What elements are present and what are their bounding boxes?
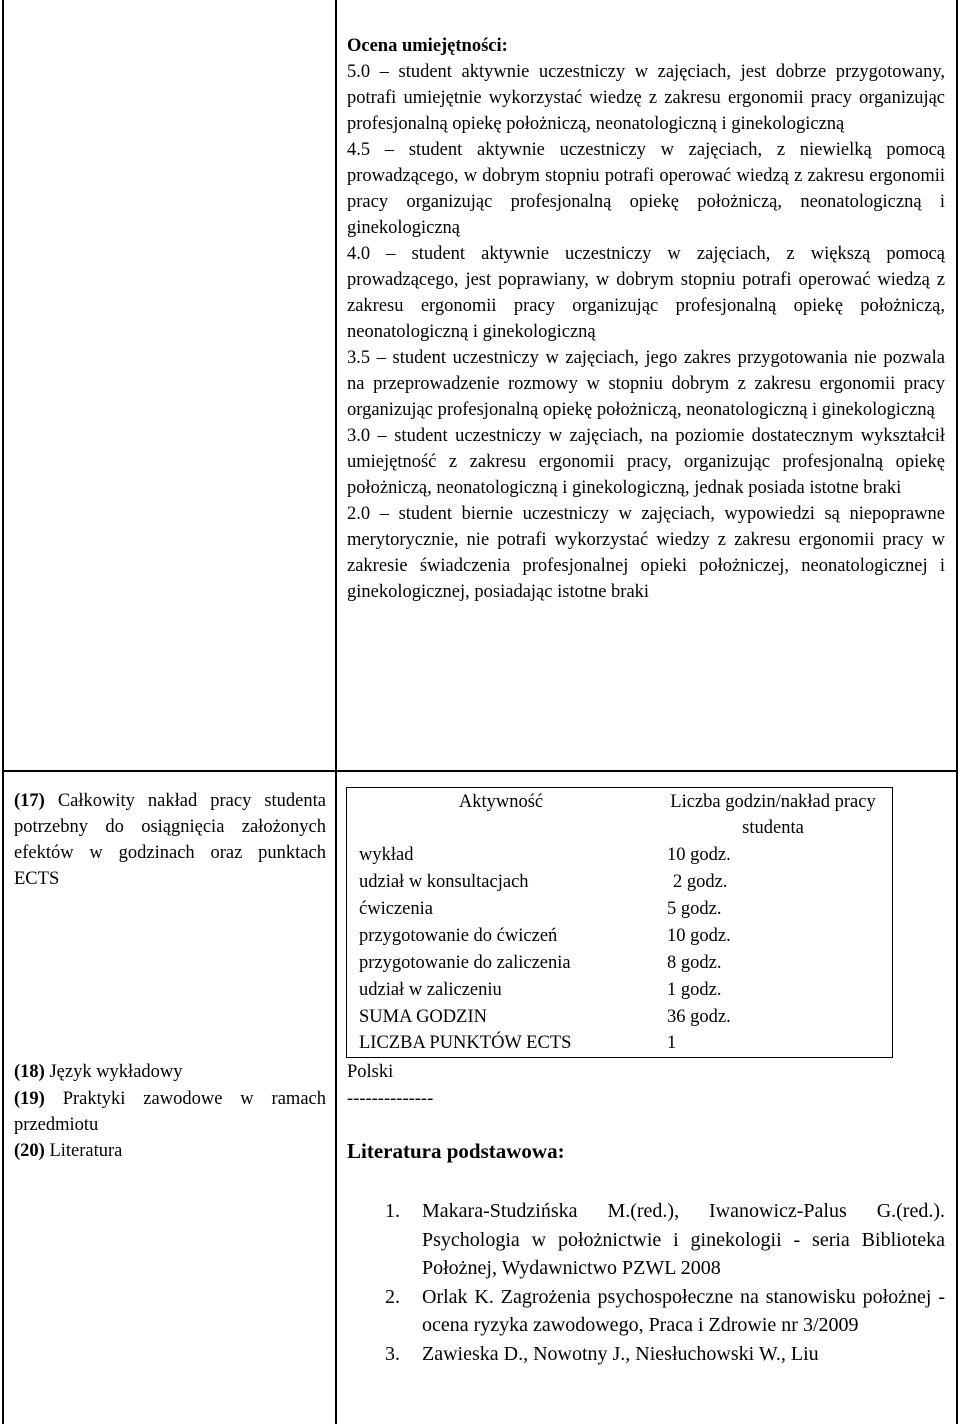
section-18-number: (18) [14, 1062, 45, 1082]
literature-item [385, 1197, 945, 1283]
activity-cell: SUMA GODZIN [359, 1007, 487, 1027]
literature-item [385, 1340, 945, 1369]
grade-5-0: 5.0 – student aktywnie uczestniczy w zajęciach, jest dobrze przygotowany, potrafi umiejętnie wykorzystać wiedzę z zakresu ergonomii pracy organizując profesjonalną opiekę położniczą, neonatologiczną i ginekologiczną [347, 62, 945, 134]
grade-4-0: 4.0 – student aktywnie uczestniczy w zajęciach, z większą pomocą prowadzącego, jest poprawiany, w dobrym stopniu potrafi operować wiedzą z zakresu ergonomii pracy organizując profesjonalną opiekę położniczą, neonatologiczną i ginekologiczną [347, 244, 945, 342]
skills-assessment [347, 33, 945, 605]
section-19-number: (19) [14, 1089, 45, 1109]
table-right-border [956, 0, 958, 1424]
activity-cell: udział w konsultacjach [359, 872, 529, 892]
table-column-divider [335, 0, 337, 1424]
hours-cell: 10 godz. [667, 926, 731, 946]
hours-cell: 10 godz. [667, 845, 731, 865]
grade-3-0: 3.0 – student uczestniczy w zajęciach, na poziomie dostatecznym wykształcił umiejętność z zakresu ergonomii pracy, organizując profesjonalną opiekę położniczą, neonatologiczną i ginekologiczną, jednak posiada istotne braki [347, 426, 945, 498]
grade-2-0: 2.0 – student biernie uczestniczy w zajęciach, wypowiedzi są niepoprawne merytorycznie, nie potrafi wykorzystać wiedzy z zakresu ergonomii pracy w zakresie świadczenia profesjonalnej opieki położniczej, neonatologicznej i ginekologicznej, posiadając istotne braki [347, 504, 945, 602]
workload-table-top [346, 787, 893, 788]
section-20-label [14, 1138, 326, 1164]
literature-item-text: Makara-Studzińska M.(red.), Iwanowicz-Palus G.(red.). Psychologia w położnictwie i ginekologii - seria Biblioteka Położnej, Wydawnictwo PZWL 2008 [422, 1200, 945, 1279]
grade-3-5: 3.5 – student uczestniczy w zajęciach, jego zakres przygotowania nie pozwala na przeprowadzenie rozmowy w stopniu dobrym z zakresu ergonomii pracy organizując profesjonalną opiekę położniczą, neonatologiczną i ginekologiczną [347, 348, 945, 420]
col-hours-header: Liczba godzin/nakład pracy studenta [670, 792, 876, 838]
section-19-label [14, 1086, 326, 1138]
hours-cell: 1 [667, 1033, 677, 1053]
section-19-text: Praktyki zawodowe w ramach przedmiotu [14, 1089, 326, 1135]
activity-cell: ćwiczenia [359, 899, 433, 919]
hours-cell: 2 godz. [673, 872, 728, 892]
workload-table-bottom [346, 1057, 893, 1058]
hours-cell: 5 godz. [667, 899, 722, 919]
section-18-text: Język wykładowy [44, 1062, 183, 1082]
skills-heading: Ocena umiejętności: [347, 36, 508, 56]
table-row-divider [2, 770, 958, 772]
literature-item-text: Zawieska D., Nowotny J., Niesłuchowski W., Liu [422, 1342, 819, 1365]
activity-cell: udział w zaliczeniu [359, 980, 502, 1000]
literature-list [385, 1197, 945, 1368]
internship-value: -------------- [347, 1089, 434, 1109]
literature-title: Literatura podstawowa: [347, 1139, 565, 1163]
activity-cell: LICZBA PUNKTÓW ECTS [359, 1033, 572, 1053]
literature-item-text: Orlak K. Zagrożenia psychospołeczne na stanowisku położnej - ocena ryzyka zawodowego, Praca i Zdrowie nr 3/2009 [422, 1285, 945, 1336]
section-17-label [14, 788, 326, 892]
literature-item-number: 2. [385, 1285, 400, 1308]
table-left-border [2, 0, 4, 1424]
literature-item [385, 1283, 945, 1340]
workload-table-right [892, 787, 893, 1057]
activity-cell: wykład [359, 845, 414, 865]
section-20-text: Literatura [44, 1141, 123, 1161]
activity-cell: przygotowanie do ćwiczeń [359, 926, 558, 946]
section-18-label [14, 1059, 326, 1085]
workload-table-left [346, 787, 347, 1057]
activity-cell: przygotowanie do zaliczenia [359, 953, 571, 973]
col-activity-header: Aktywność [458, 792, 544, 812]
hours-cell: 1 godz. [667, 980, 722, 1000]
hours-cell: 36 godz. [667, 1007, 731, 1027]
grade-4-5: 4.5 – student aktywnie uczestniczy w zajęciach, z niewielką pomocą prowadzącego, w dobrym stopniu potrafi operować wiedzą z zakresu ergonomii pracy organizując profesjonalną opiekę położniczą, neonatologiczną i ginekologiczną [347, 140, 945, 238]
literature-item-number: 1. [385, 1200, 400, 1222]
hours-cell: 8 godz. [667, 953, 722, 973]
section-20-number: (20) [14, 1141, 45, 1161]
language-value: Polski [347, 1062, 394, 1082]
literature-item-number: 3. [385, 1342, 400, 1365]
section-17-number: (17) [14, 791, 45, 811]
section-17-text: Całkowity nakład pracy studenta potrzebny do osiągnięcia założonych efektów w godzinach oraz punktach ECTS [14, 791, 326, 889]
